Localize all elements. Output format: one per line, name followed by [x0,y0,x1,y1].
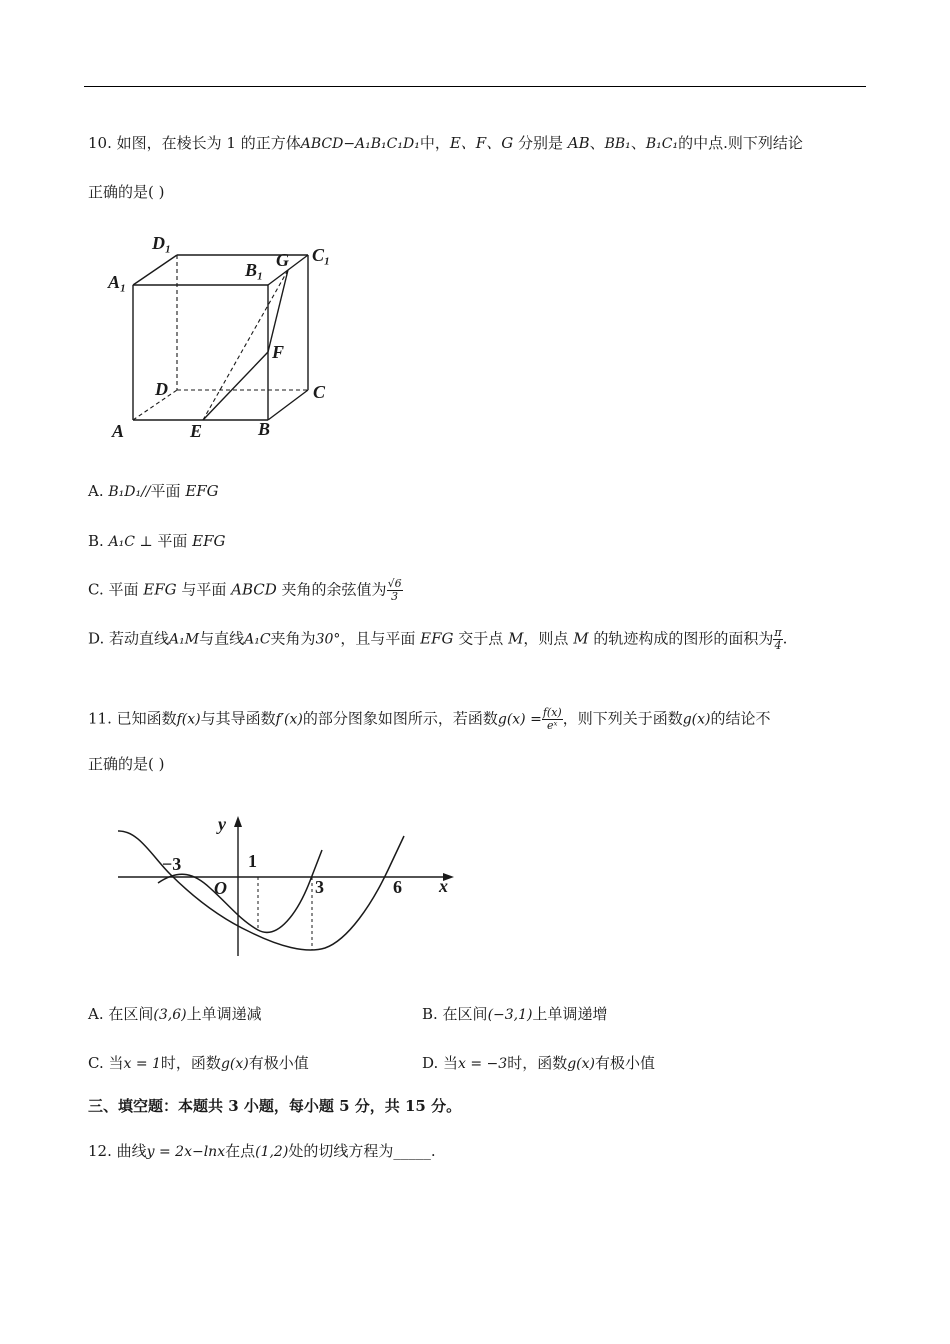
label-c: C [313,382,326,402]
fraction-pi-over-4: $\frac{\pi}{4}$ [774,626,782,652]
label-e: E [190,421,203,441]
label-a: A [112,421,125,441]
fraction-sqrt6-over-3: $\frac{√6}{3}$ [387,577,402,603]
q11-option-d: D. 当x = −3时，函数g(x)有极小值 [422,1054,656,1072]
label-d1: D₁ [152,233,172,253]
q10-stem-line2: 正确的是( ) [88,183,165,201]
y-axis-arrow [234,816,242,827]
q11-option-b: B. 在区间(−3,1)上单调递增 [422,1005,608,1023]
curve-f-prime [158,850,322,932]
label-x: x [439,876,448,896]
q10-stem-line1: 10. 如图，在棱长为 1 的正方体ABCD−A₁B₁C₁D₁中，E、F、G 分别是 AB、BB₁、B₁C₁的中点.则下列结论 [88,134,803,152]
section-3-heading: 三、填空题：本题共 3 小题，每小题 5 分，共 15 分。 [88,1097,462,1115]
q12-stem: 12. 曲线y = 2x−lnx在点(1,2)处的切线方程为_____. [88,1142,436,1160]
q11-stem-line2: 正确的是( ) [88,755,165,773]
header-rule [84,86,866,87]
label-origin: O [214,878,227,898]
edge-bc [268,390,308,420]
label-y: y [218,814,226,834]
cube-figure [100,230,340,445]
fraction-f-over-ex: $\frac{f(x)}{\text{eˣ}}$ [542,706,562,732]
label-f: F [272,342,285,362]
label-c1: C₁ [312,245,331,265]
q10-option-b: B. A₁C ⊥ 平面 EFG [88,532,226,550]
edge-a1d1 [133,255,177,285]
answer-blank[interactable]: _____ [393,1142,431,1160]
tick-3: 3 [315,877,324,897]
label-d: D [155,379,168,399]
label-b1: B₁ [245,260,264,280]
tick-1: 1 [248,851,257,871]
q11-stem-line1: 11. 已知函数f(x)与其导函数f′(x)的部分图象如图所示，若函数g(x) = $\frac{f(x)}{\text{eˣ}}$ ，则下列关于函数g(x)的结论不 [88,706,771,732]
label-g: G [276,250,289,270]
q10-option-d: D. 若动直线A₁M与直线A₁C夹角为30°，且与平面 EFG 交于点 M，则点 M 的轨迹构成的图形的面积为 $\frac{\pi}{4}$ . [88,626,788,652]
q11-option-c: C. 当x = 1时，函数g(x)有极小值 [88,1054,309,1072]
tick-neg3: −3 [162,854,182,874]
q10-option-c: C. 平面 EFG 与平面 ABCD 夹角的余弦值为 $\frac{√6}{3}$ [88,577,402,603]
tick-6: 6 [393,877,402,897]
function-graph [110,808,470,968]
label-b: B [258,419,271,439]
q11-option-a: A. 在区间(3,6)上单调递减 [88,1005,262,1023]
label-a1: A₁ [108,272,127,292]
q10-option-a: A. B₁D₁//平面 EFG [88,482,219,500]
